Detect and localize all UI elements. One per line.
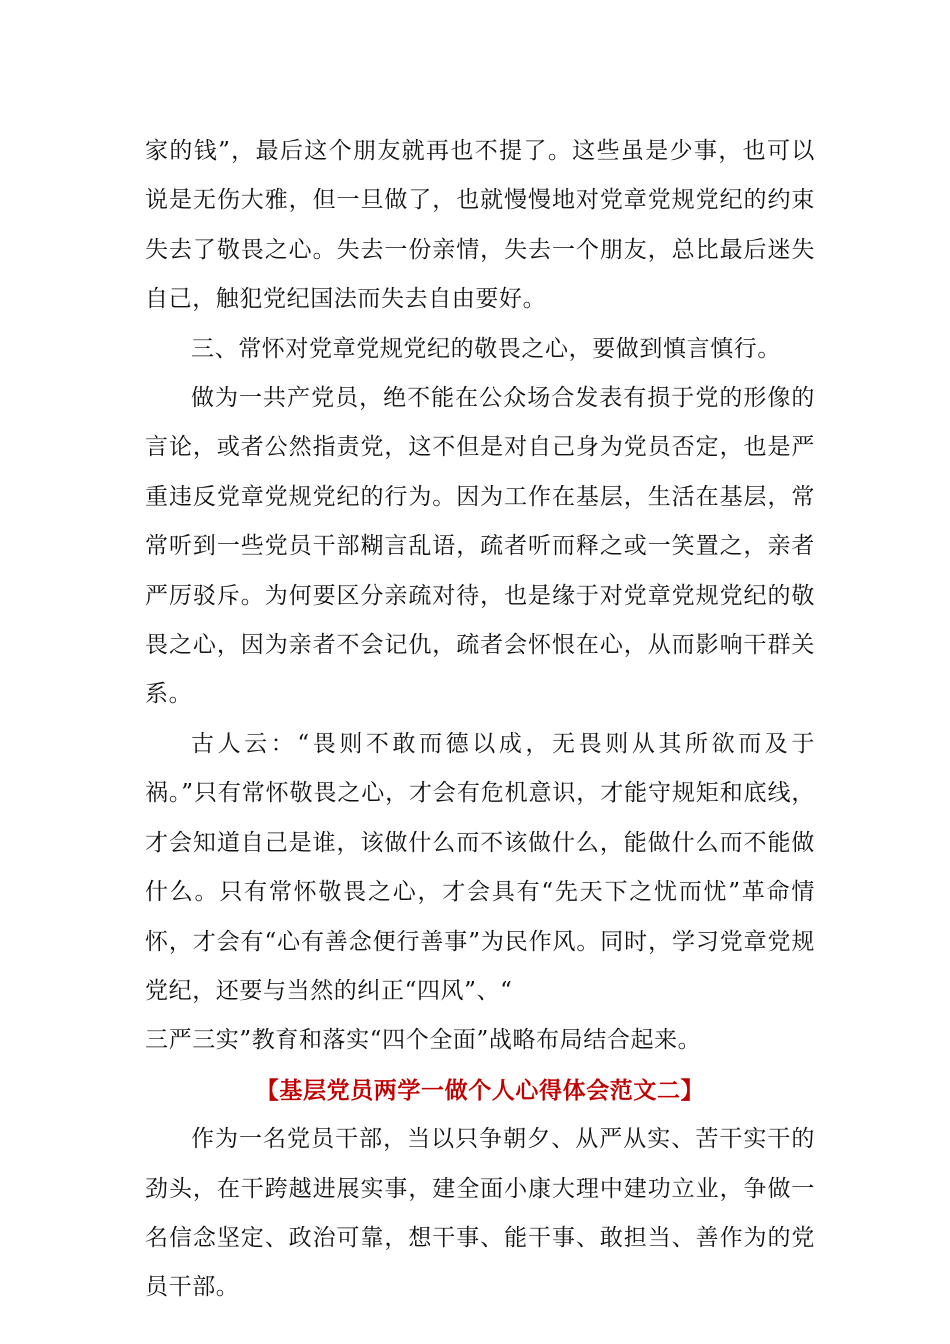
document-body	[145, 127, 815, 1313]
section-three-title: 三、常怀对党章党规党纪的敬畏之心，要做到慎言慎行。	[191, 335, 781, 362]
paragraph-speech-conduct: 做为一共产党员，绝不能在公众场合发表有损于党的形像的言论，或者公然指责党，这不但是对自己身为党员否定，也是严重违反党章党规党纪的行为。因为工作在基层，生活在基层，常常听到一些党员干部糊言乱语，疏者听而释之或一笑置之，亲者严厉驳斥。为何要区分亲疏对待，也是缘于对党章党规党纪的敬畏之心，因为亲者不会记仇，疏者会怀恨在心，从而影响干群关系。	[145, 385, 815, 708]
paragraph-combine-strategy: 三严三实”教育和落实“四个全面”战略布局结合起来。	[145, 1027, 702, 1054]
paragraph-party-cadre: 作为一名党员干部，当以只争朝夕、从严从实、苦干实干的劲头，在干跨越进展实事，建全面小康大理中建功立业，争做一名信念坚定、政治可靠，想干事、能干事、敢担当、善作为的党员干部。	[145, 1126, 815, 1301]
paragraph-ancient-quote: 古人云：“畏则不敢而德以成，无畏则从其所欲而及于祸。”只有常怀敬畏之心，才会有危机意识，才能守规矩和底线，才会知道自己是谁，该做什么而不该做什么，能做什么而不能做什么。只有常怀敬畏之心，才会具有“先天下之忧而忧”革命情怀，才会有“心有善念便行善事”为民作风。同时，学习党章党规党纪，还要与当然的纠正“四风”、“	[145, 730, 815, 1004]
section-heading: 【基层党员两学一做个人心得体会范文二】	[255, 1076, 705, 1104]
paragraph-continuation: 家的钱”，最后这个朋友就再也不提了。这些虽是少事，也可以说是无伤大雅，但一旦做了，也就慢慢地对党章党规党纪的约束失去了敬畏之心。失去一份亲情，失去一个朋友，总比最后迷失自己，触犯党纪国法而失去自由要好。	[145, 138, 815, 313]
